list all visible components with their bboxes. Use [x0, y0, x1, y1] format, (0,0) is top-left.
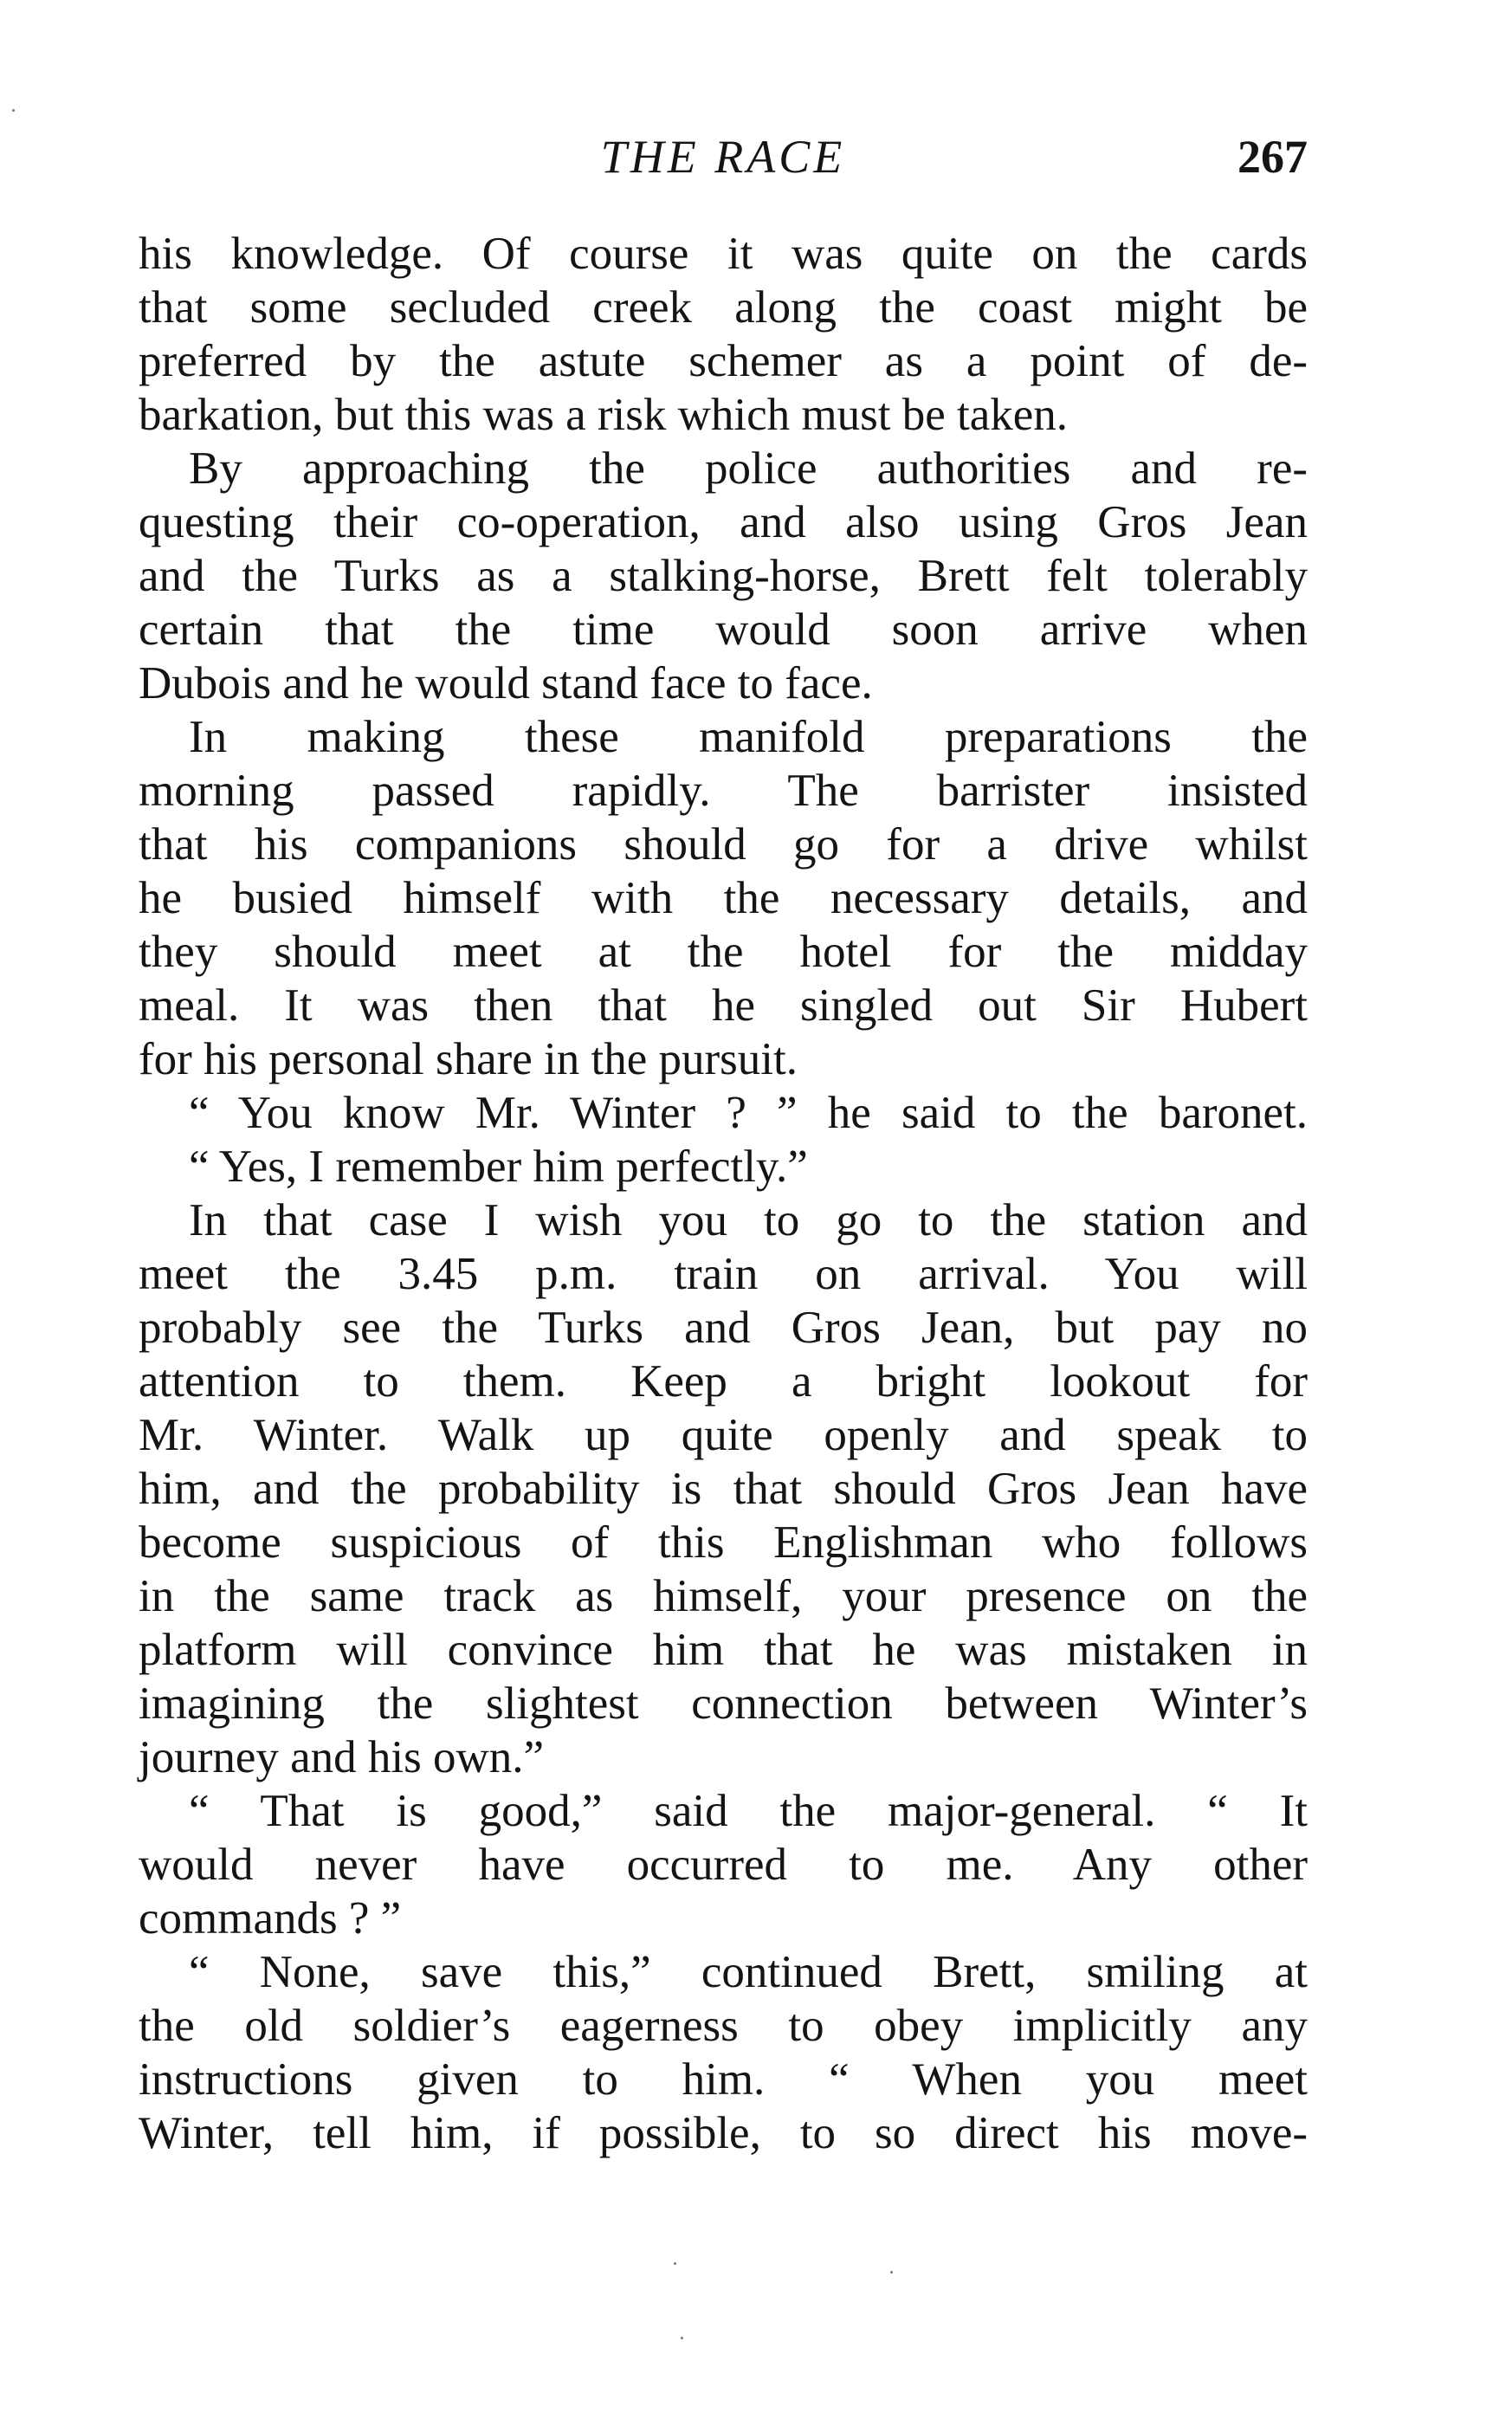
text-line: instructions given to him. “ When you meet: [139, 2054, 1308, 2105]
text-line: attention to them. Keep a bright lookout for: [139, 1356, 1308, 1407]
body-text: [139, 227, 1308, 2160]
text-line: In that case I wish you to go to the station and: [189, 1195, 1308, 1245]
text-line: In making these manifold preparations the: [189, 712, 1308, 762]
text-line: “ Yes, I remember him perfectly.”: [189, 1142, 808, 1192]
text-line: Winter, tell him, if possible, to so direct his move-: [139, 2108, 1308, 2158]
text-line: probably see the Turks and Gros Jean, but pay no: [139, 1303, 1308, 1353]
page-number: 267: [1237, 131, 1308, 183]
scan-speck: [890, 2271, 893, 2274]
text-line: “ None, save this,” continued Brett, smiling at: [189, 1947, 1308, 1997]
scan-speck: [674, 2262, 676, 2265]
text-line: platform will convince him that he was mistaken in: [139, 1625, 1308, 1675]
running-head: [139, 130, 1308, 191]
text-line: “ You know Mr. Winter ? ” he said to the baronet.: [189, 1088, 1308, 1138]
text-line: certain that the time would soon arrive when: [139, 605, 1308, 655]
scan-speck: [12, 109, 15, 112]
text-line: become suspicious of this Englishman who follows: [139, 1517, 1308, 1568]
text-line: would never have occurred to me. Any other: [139, 1840, 1308, 1890]
text-line: him, and the probability is that should Gros Jean have: [139, 1464, 1308, 1514]
text-line: he busied himself with the necessary details, and: [139, 873, 1308, 923]
text-line: “ That is good,” said the major-general. “ It: [189, 1786, 1308, 1836]
text-line: that his companions should go for a drive whilst: [139, 819, 1308, 870]
text-line: they should meet at the hotel for the midday: [139, 927, 1308, 977]
text-line: and the Turks as a stalking-horse, Brett felt tolerably: [139, 551, 1308, 601]
text-line: meet the 3.45 p.m. train on arrival. You will: [139, 1249, 1308, 1299]
scan-speck: [681, 2337, 683, 2339]
text-line: that some secluded creek along the coast might be: [139, 282, 1308, 333]
text-line: morning passed rapidly. The barrister insisted: [139, 766, 1308, 816]
text-line: the old soldier’s eagerness to obey implicitly any: [139, 2001, 1308, 2051]
text-line: meal. It was then that he singled out Sir Hubert: [139, 980, 1308, 1031]
text-line: his knowledge. Of course it was quite on the cards: [139, 229, 1308, 279]
text-line: journey and his own.”: [139, 1732, 545, 1782]
running-title: THE RACE: [600, 131, 846, 183]
text-line: in the same track as himself, your presence on the: [139, 1571, 1308, 1621]
text-line: questing their co-operation, and also using Gros Jean: [139, 497, 1308, 547]
text-line: commands ? ”: [139, 1893, 402, 1944]
text-line: By approaching the police authorities and re-: [189, 443, 1308, 494]
text-line: barkation, but this was a risk which must be taken.: [139, 390, 1069, 440]
text-line: imagining the slightest connection between Winter’s: [139, 1678, 1308, 1729]
text-line: Dubois and he would stand face to face.: [139, 658, 873, 708]
text-line: for his personal share in the pursuit.: [139, 1034, 798, 1084]
text-line: preferred by the astute schemer as a point of de-: [139, 336, 1308, 386]
text-line: Mr. Winter. Walk up quite openly and speak to: [139, 1410, 1308, 1460]
